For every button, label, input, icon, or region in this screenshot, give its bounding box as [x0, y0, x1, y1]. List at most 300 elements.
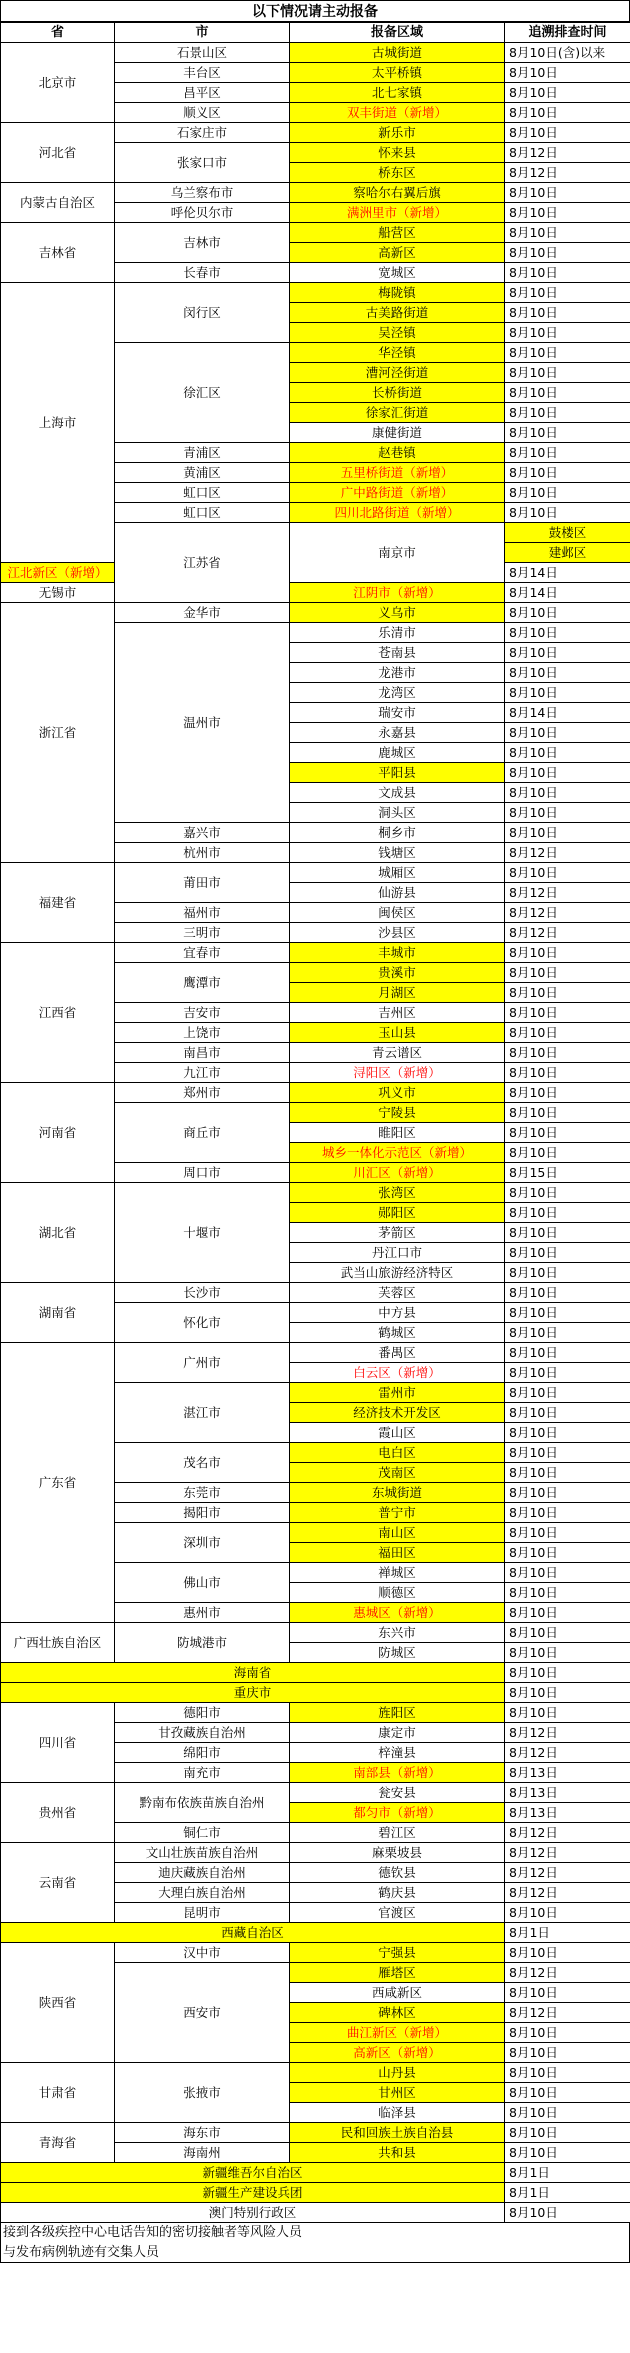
date-cell: 8月10日	[505, 743, 630, 763]
city-cell: 丰台区	[115, 63, 290, 83]
date-cell: 8月10日	[505, 323, 630, 343]
area-cell: 福田区	[290, 1543, 505, 1563]
area-cell: 民和回族土族自治县	[290, 2123, 505, 2143]
province-cell: 上海市	[1, 283, 115, 563]
area-cell: 仙游县	[290, 883, 505, 903]
date-cell: 8月10日	[505, 343, 630, 363]
area-cell: 川汇区（新增）	[290, 1163, 505, 1183]
area-cell: 番禺区	[290, 1343, 505, 1363]
area-cell: 城厢区	[290, 863, 505, 883]
city-cell: 徐汇区	[115, 343, 290, 443]
city-cell: 福州市	[115, 903, 290, 923]
area-cell: 康定市	[290, 1723, 505, 1743]
city-cell: 虹口区	[115, 503, 290, 523]
date-cell: 8月10日	[505, 603, 630, 623]
area-cell: 茅箭区	[290, 1223, 505, 1243]
date-cell: 8月10日	[505, 223, 630, 243]
area-cell: 广中路街道（新增）	[290, 483, 505, 503]
province-cell: 北京市	[1, 43, 115, 123]
city-cell: 黔南布依族苗族自治州	[115, 1783, 290, 1823]
date-cell: 8月10日	[505, 1943, 630, 1963]
area-cell: 茂南区	[290, 1463, 505, 1483]
province-cell: 贵州省	[1, 1783, 115, 1843]
city-cell: 石景山区	[115, 43, 290, 63]
province-cell: 云南省	[1, 1843, 115, 1923]
city-cell: 甘孜藏族自治州	[115, 1723, 290, 1743]
city-cell: 三明市	[115, 923, 290, 943]
city-cell: 湛江市	[115, 1383, 290, 1443]
date-cell: 8月10日	[505, 1383, 630, 1403]
date-cell: 8月10日	[505, 383, 630, 403]
region-cell: 新疆维吾尔自治区	[1, 2163, 505, 2183]
province-cell: 广东省	[1, 1343, 115, 1623]
area-cell: 太平桥镇	[290, 63, 505, 83]
table-row	[1, 1703, 630, 1723]
area-cell: 徐家汇街道	[290, 403, 505, 423]
date-cell: 8月12日	[505, 843, 630, 863]
city-cell: 昆明市	[115, 1903, 290, 1923]
city-cell: 文山壮族苗族自治州	[115, 1843, 290, 1863]
date-cell: 8月10日	[505, 1123, 630, 1143]
date-cell: 8月10日	[505, 1643, 630, 1663]
city-cell: 昌平区	[115, 83, 290, 103]
table-row	[1, 1943, 630, 1963]
date-cell: 8月10日	[505, 1623, 630, 1643]
date-cell: 8月10日	[505, 183, 630, 203]
table-row	[1, 863, 630, 883]
area-cell: 龙湾区	[290, 683, 505, 703]
area-cell: 禅城区	[290, 1563, 505, 1583]
area-cell: 西咸新区	[290, 1983, 505, 2003]
city-cell: 青浦区	[115, 443, 290, 463]
area-cell: 青云谱区	[290, 1043, 505, 1063]
area-cell: 鹿城区	[290, 743, 505, 763]
area-cell: 惠城区（新增）	[290, 1603, 505, 1623]
table-row	[1, 2123, 630, 2143]
region-cell: 重庆市	[1, 1683, 505, 1703]
city-cell: 杭州市	[115, 843, 290, 863]
city-cell: 吉林市	[115, 223, 290, 263]
date-cell: 8月10日	[505, 1443, 630, 1463]
city-cell: 长沙市	[115, 1283, 290, 1303]
area-cell: 都匀市（新增）	[290, 1803, 505, 1823]
date-cell: 8月10日	[505, 2123, 630, 2143]
table-row	[1, 943, 630, 963]
date-cell: 8月12日	[505, 1723, 630, 1743]
area-cell: 洞头区	[290, 803, 505, 823]
table-row	[1, 223, 630, 243]
area-cell: 鹤城区	[290, 1323, 505, 1343]
date-cell: 8月10日	[505, 1283, 630, 1303]
date-cell: 8月10日	[505, 1303, 630, 1323]
area-cell: 雁塔区	[290, 1963, 505, 1983]
city-cell: 揭阳市	[115, 1503, 290, 1523]
date-cell: 8月12日	[505, 2003, 630, 2023]
area-cell: 北七家镇	[290, 83, 505, 103]
date-cell: 8月1日	[505, 2163, 630, 2183]
city-cell: 东莞市	[115, 1483, 290, 1503]
table-row	[1, 2163, 630, 2183]
header-area: 报备区域	[290, 23, 505, 43]
area-cell: 钱塘区	[290, 843, 505, 863]
date-cell: 8月10日	[505, 623, 630, 643]
date-cell: 8月10日	[505, 1483, 630, 1503]
table-row	[1, 2183, 630, 2203]
province-cell: 四川省	[1, 1703, 115, 1783]
area-cell: 东兴市	[290, 1623, 505, 1643]
area-cell: 玉山县	[290, 1023, 505, 1043]
city-cell: 黄浦区	[115, 463, 290, 483]
date-cell: 8月10日	[505, 803, 630, 823]
area-cell: 电白区	[290, 1443, 505, 1463]
region-cell: 澳门特别行政区	[1, 2203, 505, 2223]
city-cell: 茂名市	[115, 1443, 290, 1483]
date-cell: 8月10日	[505, 763, 630, 783]
city-cell: 大理白族自治州	[115, 1883, 290, 1903]
table-row	[1, 583, 630, 603]
date-cell: 8月10日	[505, 2083, 630, 2103]
city-cell: 张掖市	[115, 2063, 290, 2123]
date-cell: 8月10日	[505, 283, 630, 303]
city-cell: 九江市	[115, 1063, 290, 1083]
table-row	[1, 183, 630, 203]
header-province: 省	[1, 23, 115, 43]
date-cell: 8月10日	[505, 643, 630, 663]
table-row	[1, 1083, 630, 1103]
province-cell: 内蒙古自治区	[1, 183, 115, 223]
province-cell: 湖北省	[1, 1183, 115, 1283]
date-cell: 8月10日	[505, 1063, 630, 1083]
date-cell: 8月13日	[505, 1803, 630, 1823]
area-cell: 古城街道	[290, 43, 505, 63]
area-cell: 桥东区	[290, 163, 505, 183]
region-cell: 海南省	[1, 1663, 505, 1683]
city-cell: 虹口区	[115, 483, 290, 503]
area-cell: 城乡一体化示范区（新增）	[290, 1143, 505, 1163]
area-cell: 四川北路街道（新增）	[290, 503, 505, 523]
date-cell: 8月10日	[505, 1023, 630, 1043]
table-row	[1, 283, 630, 303]
province-cell: 湖南省	[1, 1283, 115, 1343]
city-cell: 商丘市	[115, 1103, 290, 1163]
date-cell: 8月10日	[505, 463, 630, 483]
area-cell: 顺德区	[290, 1583, 505, 1603]
date-cell: 8月10日	[505, 1463, 630, 1483]
area-cell: 睢阳区	[290, 1123, 505, 1143]
date-cell: 8月10日(含)以来	[505, 43, 630, 63]
table-row	[1, 1663, 630, 1683]
area-cell: 宽城区	[290, 263, 505, 283]
city-cell: 怀化市	[115, 1303, 290, 1343]
date-cell: 8月10日	[505, 663, 630, 683]
report-table	[0, 22, 630, 2223]
date-cell: 8月10日	[505, 2103, 630, 2123]
table-row	[1, 123, 630, 143]
date-cell: 8月10日	[505, 363, 630, 383]
date-cell: 8月10日	[505, 1583, 630, 1603]
area-cell: 义乌市	[290, 603, 505, 623]
date-cell: 8月12日	[505, 1883, 630, 1903]
table-row	[1, 1283, 630, 1303]
area-cell: 瓮安县	[290, 1783, 505, 1803]
table-row	[1, 1343, 630, 1363]
area-cell: 江北新区（新增）	[1, 563, 115, 583]
date-cell: 8月14日	[505, 703, 630, 723]
date-cell: 8月10日	[505, 983, 630, 1003]
city-cell: 铜仁市	[115, 1823, 290, 1843]
date-cell: 8月10日	[505, 2203, 630, 2223]
area-cell: 建邺区	[505, 543, 630, 563]
area-cell: 白云区（新增）	[290, 1363, 505, 1383]
area-cell: 赵巷镇	[290, 443, 505, 463]
area-cell: 梅陇镇	[290, 283, 505, 303]
date-cell: 8月10日	[505, 823, 630, 843]
area-cell: 山丹县	[290, 2063, 505, 2083]
province-cell: 河北省	[1, 123, 115, 183]
date-cell: 8月10日	[505, 1203, 630, 1223]
date-cell: 8月10日	[505, 863, 630, 883]
city-cell: 嘉兴市	[115, 823, 290, 843]
city-cell: 呼伦贝尔市	[115, 203, 290, 223]
date-cell: 8月10日	[505, 303, 630, 323]
area-cell: 江阴市（新增）	[290, 583, 505, 603]
area-cell: 满洲里市（新增）	[290, 203, 505, 223]
date-cell: 8月12日	[505, 1963, 630, 1983]
date-cell: 8月10日	[505, 2043, 630, 2063]
city-cell: 鹰潭市	[115, 963, 290, 1003]
region-cell: 西藏自治区	[1, 1923, 505, 1943]
area-cell: 张湾区	[290, 1183, 505, 1203]
date-cell: 8月12日	[505, 1863, 630, 1883]
date-cell: 8月10日	[505, 503, 630, 523]
footer-note-1: 接到各级疾控中心电话告知的密切接触者等风险人员	[0, 2223, 630, 2243]
table-row	[1, 2063, 630, 2083]
date-cell: 8月10日	[505, 683, 630, 703]
date-cell: 8月10日	[505, 1043, 630, 1063]
city-cell: 汉中市	[115, 1943, 290, 1963]
area-cell: 浔阳区（新增）	[290, 1063, 505, 1083]
area-cell: 中方县	[290, 1303, 505, 1323]
date-cell: 8月10日	[505, 243, 630, 263]
area-cell: 月湖区	[290, 983, 505, 1003]
city-cell: 绵阳市	[115, 1743, 290, 1763]
city-cell: 德阳市	[115, 1703, 290, 1723]
city-cell: 张家口市	[115, 143, 290, 183]
date-cell: 8月10日	[505, 1703, 630, 1723]
area-cell: 德钦县	[290, 1863, 505, 1883]
date-cell: 8月10日	[505, 263, 630, 283]
date-cell: 8月12日	[505, 903, 630, 923]
area-cell: 平阳县	[290, 763, 505, 783]
area-cell: 长桥街道	[290, 383, 505, 403]
area-cell: 曲江新区（新增）	[290, 2023, 505, 2043]
header-city: 市	[115, 23, 290, 43]
area-cell: 桐乡市	[290, 823, 505, 843]
date-cell: 8月10日	[505, 1663, 630, 1683]
area-cell: 双丰街道（新增）	[290, 103, 505, 123]
date-cell: 8月13日	[505, 1783, 630, 1803]
date-cell: 8月10日	[505, 2143, 630, 2163]
province-cell: 浙江省	[1, 603, 115, 863]
date-cell: 8月12日	[505, 1743, 630, 1763]
date-cell: 8月14日	[505, 583, 630, 603]
area-cell: 芙蓉区	[290, 1283, 505, 1303]
province-cell: 陕西省	[1, 1943, 115, 2063]
city-cell: 闵行区	[115, 283, 290, 343]
area-cell: 甘州区	[290, 2083, 505, 2103]
date-cell: 8月10日	[505, 123, 630, 143]
date-cell: 8月12日	[505, 923, 630, 943]
area-cell: 乐清市	[290, 623, 505, 643]
date-cell: 8月12日	[505, 1843, 630, 1863]
date-cell: 8月10日	[505, 943, 630, 963]
city-cell: 温州市	[115, 623, 290, 823]
date-cell: 8月10日	[505, 783, 630, 803]
area-cell: 经济技术开发区	[290, 1403, 505, 1423]
date-cell: 8月10日	[505, 423, 630, 443]
city-cell: 惠州市	[115, 1603, 290, 1623]
city-cell: 南充市	[115, 1763, 290, 1783]
city-cell: 佛山市	[115, 1563, 290, 1603]
area-cell: 贵溪市	[290, 963, 505, 983]
date-cell: 8月10日	[505, 1103, 630, 1123]
table-row	[1, 603, 630, 623]
area-cell: 龙港市	[290, 663, 505, 683]
area-cell: 麻栗坡县	[290, 1843, 505, 1863]
area-cell: 共和县	[290, 2143, 505, 2163]
city-cell: 十堰市	[115, 1183, 290, 1283]
city-cell: 西安市	[115, 1963, 290, 2063]
date-cell: 8月10日	[505, 723, 630, 743]
area-cell: 康健街道	[290, 423, 505, 443]
area-cell: 文成县	[290, 783, 505, 803]
area-cell: 丰城市	[290, 943, 505, 963]
area-cell: 瑞安市	[290, 703, 505, 723]
area-cell: 巩义市	[290, 1083, 505, 1103]
date-cell: 8月10日	[505, 103, 630, 123]
province-cell: 甘肃省	[1, 2063, 115, 2123]
date-cell: 8月10日	[505, 1003, 630, 1023]
date-cell: 8月10日	[505, 1403, 630, 1423]
date-cell: 8月10日	[505, 1343, 630, 1363]
table-row	[1, 1683, 630, 1703]
area-cell: 永嘉县	[290, 723, 505, 743]
area-cell: 宁陵县	[290, 1103, 505, 1123]
area-cell: 漕河泾街道	[290, 363, 505, 383]
area-cell: 雷州市	[290, 1383, 505, 1403]
area-cell: 华泾镇	[290, 343, 505, 363]
date-cell: 8月13日	[505, 1763, 630, 1783]
area-cell: 南山区	[290, 1523, 505, 1543]
area-cell: 官渡区	[290, 1903, 505, 1923]
table-row	[1, 43, 630, 63]
date-cell: 8月10日	[505, 1503, 630, 1523]
date-cell: 8月12日	[505, 883, 630, 903]
city-cell: 防城港市	[115, 1623, 290, 1663]
area-cell: 船营区	[290, 223, 505, 243]
province-cell: 江西省	[1, 943, 115, 1083]
area-cell: 鼓楼区	[505, 523, 630, 543]
date-cell: 8月14日	[505, 563, 630, 583]
date-cell: 8月10日	[505, 83, 630, 103]
table-row	[1, 1623, 630, 1643]
date-cell: 8月10日	[505, 1543, 630, 1563]
city-cell: 无锡市	[1, 583, 115, 603]
table-row	[1, 2203, 630, 2223]
date-cell: 8月10日	[505, 483, 630, 503]
city-cell: 石家庄市	[115, 123, 290, 143]
date-cell: 8月10日	[505, 2023, 630, 2043]
city-cell: 海南州	[115, 2143, 290, 2163]
date-cell: 8月10日	[505, 1563, 630, 1583]
date-cell: 8月10日	[505, 1683, 630, 1703]
date-cell: 8月10日	[505, 1523, 630, 1543]
date-cell: 8月10日	[505, 63, 630, 83]
table-row	[1, 1183, 630, 1203]
footer-note-2: 与发布病例轨迹有交集人员	[0, 2243, 630, 2263]
date-cell: 8月10日	[505, 1983, 630, 2003]
date-cell: 8月10日	[505, 1323, 630, 1343]
date-cell: 8月10日	[505, 1903, 630, 1923]
city-cell: 迪庆藏族自治州	[115, 1863, 290, 1883]
area-cell: 怀来县	[290, 143, 505, 163]
table-row	[1, 1923, 630, 1943]
table-row	[1, 1783, 630, 1803]
area-cell: 新乐市	[290, 123, 505, 143]
city-cell: 广州市	[115, 1343, 290, 1383]
date-cell: 8月10日	[505, 403, 630, 423]
area-cell: 碧江区	[290, 1823, 505, 1843]
area-cell: 梓潼县	[290, 1743, 505, 1763]
area-cell: 苍南县	[290, 643, 505, 663]
province-cell: 福建省	[1, 863, 115, 943]
date-cell: 8月15日	[505, 1163, 630, 1183]
area-cell: 郧阳区	[290, 1203, 505, 1223]
city-cell: 吉安市	[115, 1003, 290, 1023]
header-date: 追溯排查时间	[505, 23, 630, 43]
sheet-title: 以下情况请主动报备	[0, 0, 630, 22]
date-cell: 8月10日	[505, 963, 630, 983]
area-cell: 防城区	[290, 1643, 505, 1663]
region-cell: 新疆生产建设兵团	[1, 2183, 505, 2203]
date-cell: 8月1日	[505, 2183, 630, 2203]
area-cell: 临泽县	[290, 2103, 505, 2123]
date-cell: 8月12日	[505, 143, 630, 163]
area-cell: 霞山区	[290, 1423, 505, 1443]
city-cell: 郑州市	[115, 1083, 290, 1103]
table-row	[1, 1843, 630, 1863]
date-cell: 8月10日	[505, 203, 630, 223]
city-cell: 海东市	[115, 2123, 290, 2143]
date-cell: 8月12日	[505, 1823, 630, 1843]
area-cell: 高新区	[290, 243, 505, 263]
city-cell: 宜春市	[115, 943, 290, 963]
province-cell: 江苏省	[115, 523, 290, 603]
date-cell: 8月10日	[505, 1143, 630, 1163]
city-cell: 顺义区	[115, 103, 290, 123]
date-cell: 8月10日	[505, 1603, 630, 1623]
area-cell: 宁强县	[290, 1943, 505, 1963]
city-cell: 乌兰察布市	[115, 183, 290, 203]
area-cell: 旌阳区	[290, 1703, 505, 1723]
province-cell: 吉林省	[1, 223, 115, 283]
area-cell: 五里桥街道（新增）	[290, 463, 505, 483]
date-cell: 8月10日	[505, 1223, 630, 1243]
city-cell: 莆田市	[115, 863, 290, 903]
city-cell: 南京市	[290, 523, 505, 583]
date-cell: 8月10日	[505, 2063, 630, 2083]
city-cell: 金华市	[115, 603, 290, 623]
